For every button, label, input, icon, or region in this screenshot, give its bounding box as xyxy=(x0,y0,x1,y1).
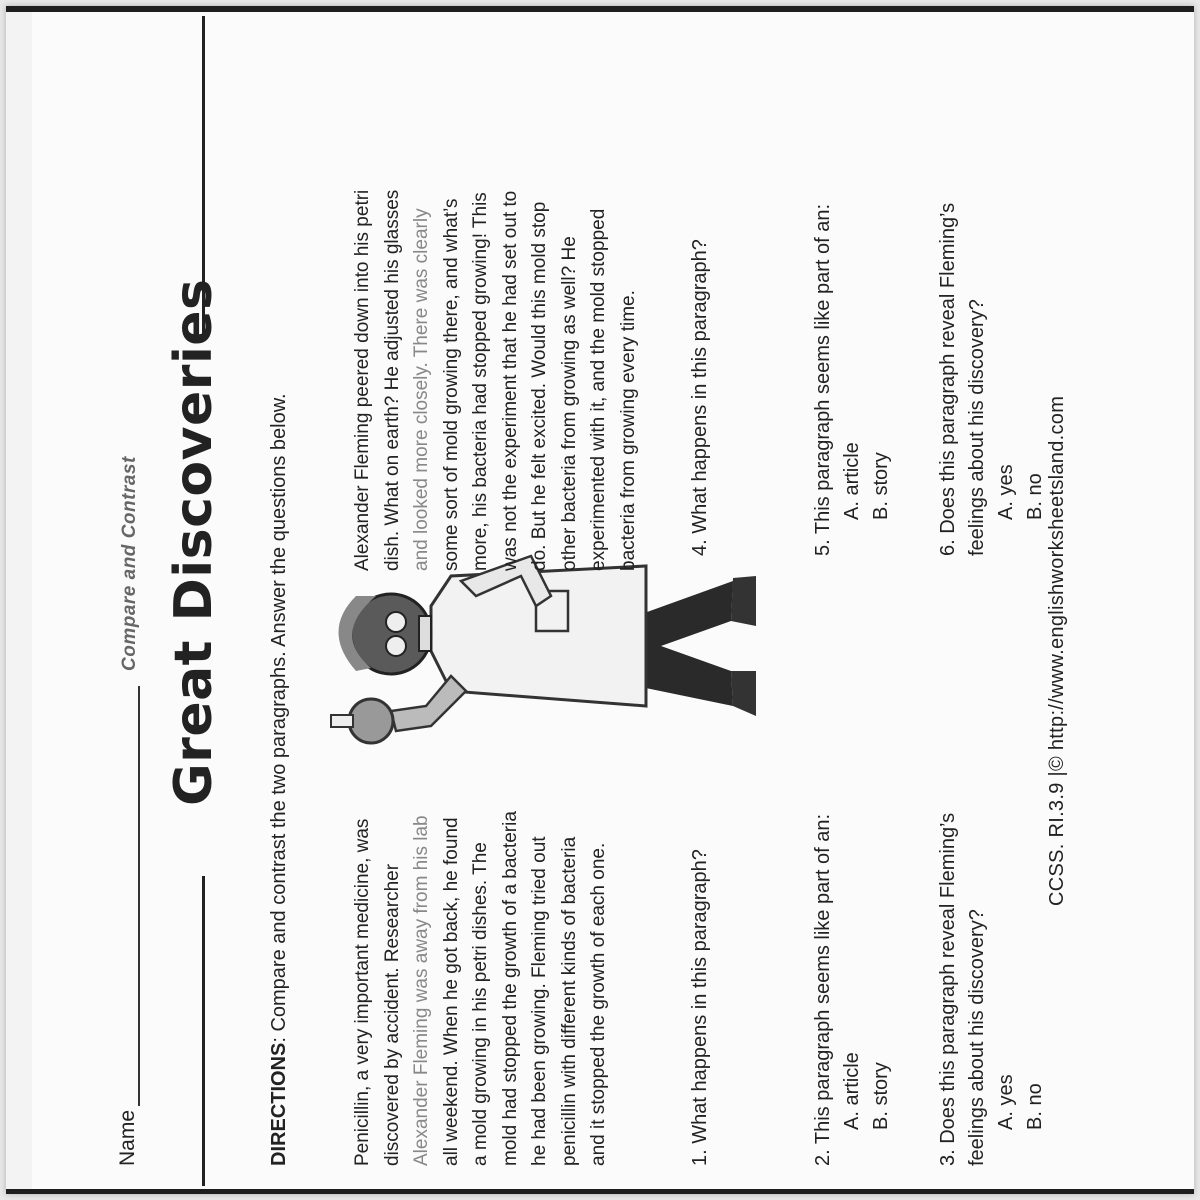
rotated-worksheet xyxy=(46,16,1136,1186)
paragraph-line: Penicillin, a very important medicine, was xyxy=(352,818,373,1166)
paragraph-line: discovered by accident. Researcher xyxy=(381,863,403,1166)
paragraph-line: and it stopped the growth of each one. xyxy=(588,842,609,1166)
paragraph-line: Alexander Fleming peered down into his petri xyxy=(352,189,373,571)
question-5-option-b[interactable]: B. story xyxy=(870,452,892,520)
question-5-option-a[interactable]: A. article xyxy=(841,442,863,520)
paragraph-line: do. But he felt excited. Would this mold stop xyxy=(529,201,550,571)
question-2-option-b[interactable]: B. story xyxy=(870,1062,892,1130)
question-5-prompt: 5. This paragraph seems like part of an: xyxy=(812,203,834,556)
directions xyxy=(268,393,291,1166)
paragraph-line: penicillin with different kinds of bacteria xyxy=(558,836,580,1166)
question-3-option-b[interactable]: B. no xyxy=(1024,1083,1046,1130)
question-2-option-a[interactable]: A. article xyxy=(841,1052,863,1130)
paragraph-line: he had been growing. Fleming tried out xyxy=(529,836,550,1166)
name-label: Name xyxy=(116,1109,139,1166)
page-title: Great Discoveries xyxy=(164,278,224,806)
question-3 xyxy=(934,746,1050,1166)
scan-edge-bottom xyxy=(6,1189,1194,1194)
question-3-prompt: 3. Does this paragraph reveal Fleming’s feelings about his discovery? xyxy=(937,812,988,1166)
paragraph-line: other bacteria from growing as well? He xyxy=(558,236,580,571)
title-rule-right xyxy=(202,16,205,336)
paragraph-line: more, his bacteria had stopped growing! This xyxy=(470,192,491,571)
name-blank-line[interactable] xyxy=(138,686,140,1106)
paragraph-line: was not the experiment that he had set out to xyxy=(499,190,521,571)
paragraph-1 xyxy=(348,706,614,1166)
paragraph-line: mold had stopped the growth of a bacteria xyxy=(499,811,521,1166)
title-rule-left xyxy=(202,876,205,1186)
question-6-prompt: 6. Does this paragraph reveal Fleming’s feelings about his discovery? xyxy=(937,202,988,556)
question-4: 4. What happens in this paragraph? xyxy=(689,239,711,556)
paragraph-line: some sort of mold growing there, and what’s xyxy=(440,198,462,571)
page-margin xyxy=(6,6,32,1194)
paragraph-line: Alexander Fleming was away from his lab xyxy=(411,815,432,1166)
question-3-option-a[interactable]: A. yes xyxy=(995,1074,1017,1130)
question-1: 1. What happens in this paragraph? xyxy=(689,849,711,1166)
footer-citation: CCSS. RI.3.9 |© http://www.englishworksheetsland.com xyxy=(1046,395,1068,906)
paragraph-2 xyxy=(348,16,643,571)
paragraph-line: dish. What on earth? He adjusted his glasses xyxy=(381,189,403,571)
paragraph-line: experimented with it, and the mold stopped xyxy=(588,208,609,571)
question-6-option-a[interactable]: A. yes xyxy=(995,464,1017,520)
paragraph-line: bacteria from growing every time. xyxy=(617,290,639,571)
question-2 xyxy=(809,814,896,1166)
paragraph-line: and looked more closely. There was clearly xyxy=(411,208,432,571)
paragraph-line: a mold growing in his petri dishes. The xyxy=(470,842,491,1166)
question-6-option-b[interactable]: B. no xyxy=(1024,473,1046,520)
topic-label: Compare and Contrast xyxy=(119,456,140,671)
scan-edge-top xyxy=(6,6,1194,12)
question-2-prompt: 2. This paragraph seems like part of an: xyxy=(812,813,834,1166)
question-6 xyxy=(934,136,1050,556)
directions-text: : Compare and contrast the two paragraphs. Answer the questions below. xyxy=(268,393,290,1043)
directions-label: DIRECTIONS xyxy=(268,1042,290,1166)
paragraph-line: all weekend. When he got back, he found xyxy=(440,817,462,1166)
worksheet-page xyxy=(6,6,1194,1194)
question-5 xyxy=(809,204,896,556)
